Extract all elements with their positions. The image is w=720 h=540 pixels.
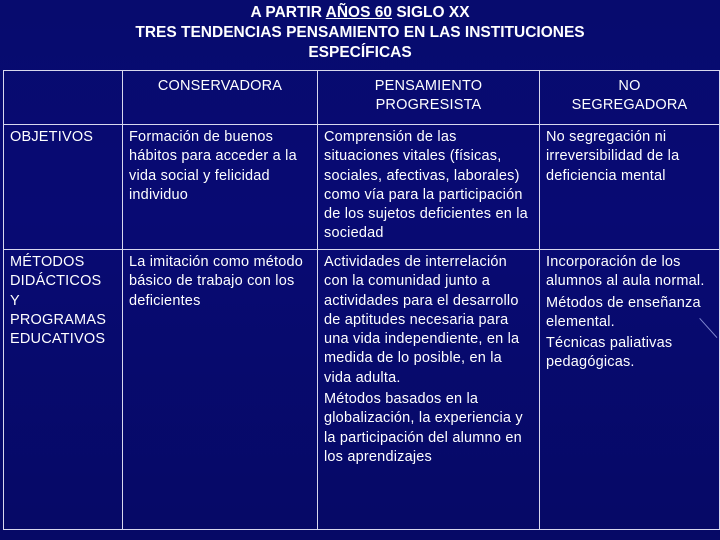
row-label-objetivos: OBJETIVOS (4, 125, 123, 250)
title-line-3: ESPECÍFICAS (308, 44, 412, 61)
objetivos-progresista: Comprensión de las situaciones vitales (físicas, sociales, afectivas, laborales) como vía para la participación de los sujetos deficientes en la sociedad (318, 125, 540, 250)
metodos-progresista-paragraph-1: Actividades de interrelación con la comunidad junto a actividades para el desarrollo de aptitudes necesaria para una vida independiente, en la medida de lo posible, en la vida adulta. (324, 254, 520, 386)
header-pensamiento-progresista: PENSAMIENTO PROGRESISTA (318, 71, 540, 125)
metodos-conservadora: La imitación como método básico de trabajo con los deficientes (123, 250, 318, 530)
row-metodos (4, 250, 720, 530)
comparison-table (3, 70, 720, 530)
metodos-no-segregadora-paragraph-3: Técnicas paliativas pedagógicas. (546, 335, 673, 371)
header-empty-cell (4, 71, 123, 125)
objetivos-conservadora: Formación de buenos hábitos para acceder a la vida social y felicidad individuo (123, 125, 318, 250)
header-conservadora: CONSERVADORA (123, 71, 318, 125)
slide-title (0, 3, 720, 63)
row-label-metodos: MÉTODOS DIDÁCTICOS Y PROGRAMAS EDUCATIVOS (4, 250, 123, 530)
objetivos-no-segregadora: No segregación ni irreversibilidad de la deficiencia mental (540, 125, 720, 250)
metodos-no-segregadora-paragraph-2: Métodos de enseñanza elemental. (546, 294, 701, 330)
metodos-no-segregadora-paragraph-1: Incorporación de los alumnos al aula normal. (546, 254, 705, 290)
title-underlined-years: AÑOS 60 (325, 4, 393, 21)
title-line-2: TRES TENDENCIAS PENSAMIENTO EN LAS INSTITUCIONES (135, 24, 585, 41)
header-no-segregadora: NO SEGREGADORA (540, 71, 720, 125)
metodos-progresista (318, 250, 540, 530)
title-line-1: A PARTIR AÑOS 60 SIGLO XX (250, 4, 470, 21)
metodos-progresista-paragraph-2: Métodos basados en la globalización, la experiencia y la participación del alumno en los aprendizajes (324, 391, 523, 465)
row-objetivos (4, 125, 720, 250)
header-row (4, 71, 720, 125)
metodos-no-segregadora (540, 250, 720, 530)
